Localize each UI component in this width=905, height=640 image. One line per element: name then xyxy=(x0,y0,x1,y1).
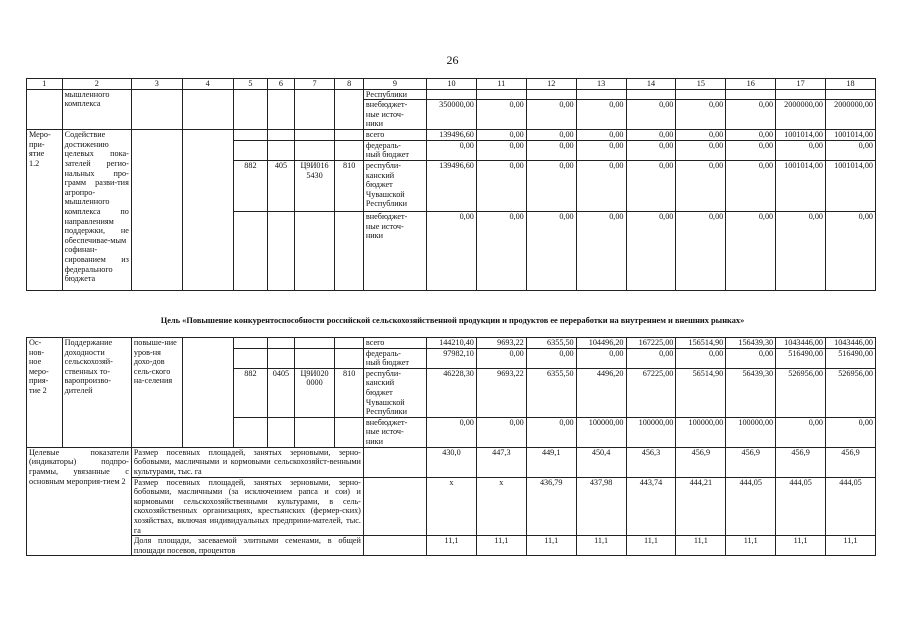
value-cell: 1001014,00 xyxy=(776,160,826,211)
value-cell: 0,00 xyxy=(626,130,676,141)
target-name: Размер посевных площадей, занятых зерновыми, зерно-бобовыми, масличными (за исключением рапса и сои) и кормовыми сельскохозяйственными культурами, в сель-скохозяйственных организациях, крестьянских (фермер-ских) хозяйствах, включая индивидуальных предприни-мателей, тыс. га xyxy=(131,477,363,536)
column-header-6: 6 xyxy=(268,79,294,90)
value-cell: 0,00 xyxy=(476,130,526,141)
column-header-12: 12 xyxy=(526,79,576,90)
value-cell: 0,00 xyxy=(626,211,676,290)
value-cell: 0,00 xyxy=(476,100,526,130)
value-cell: 46228,30 xyxy=(427,368,477,417)
value-cell: 104496,20 xyxy=(576,338,626,349)
code-section: 0405 xyxy=(268,368,294,417)
value-cell: 156439,30 xyxy=(726,338,776,349)
value-cell: 11,1 xyxy=(726,536,776,556)
source-cell: всего xyxy=(363,130,426,141)
targets-label: Целевые показатели (индикаторы) подпро-граммы, увязанные с основным мероприя-тием 2 xyxy=(27,447,132,556)
value-cell: 516490,00 xyxy=(776,348,826,368)
code-target: Ц9И020 0000 xyxy=(294,368,335,417)
value-cell: 100000,00 xyxy=(626,417,676,447)
page-number: 26 xyxy=(446,53,459,67)
value-cell: 0,00 xyxy=(476,348,526,368)
value-cell: 0,00 xyxy=(726,348,776,368)
event-name: Содействие достижению целевых пока-зателей регио-нальных про-грамм разви-тия агропро-мышленного комплекса по направлениям поддержки, не обеспечивае-мым софинан-сированием из федерального бюджета xyxy=(62,130,131,291)
value-cell: 0,00 xyxy=(626,100,676,130)
value-cell: 0,00 xyxy=(476,140,526,160)
value-cell: 6355,50 xyxy=(526,338,576,349)
source-cell: республи- канский бюджет Чувашской Республики xyxy=(363,368,426,417)
value-cell: 0,00 xyxy=(726,130,776,141)
column-header-8: 8 xyxy=(335,79,364,90)
value-cell: 0,00 xyxy=(526,160,576,211)
value-cell: 0,00 xyxy=(676,140,726,160)
code-expense: 810 xyxy=(335,368,364,417)
column-header-13: 13 xyxy=(576,79,626,90)
value-cell: 0,00 xyxy=(526,211,576,290)
value-cell: 443,74 xyxy=(626,477,676,536)
value-cell: 156514,90 xyxy=(676,338,726,349)
target-name: Доля площади, засеваемой элитными семенами, в общей площади посевов, процентов xyxy=(131,536,363,556)
value-cell: 0,00 xyxy=(626,160,676,211)
value-cell: 0,00 xyxy=(526,130,576,141)
value-cell: 0,00 xyxy=(826,140,876,160)
event-label: Меро- при- ятие 1.2 xyxy=(27,130,63,291)
value-cell: 0,00 xyxy=(427,211,477,290)
source-cell: Республики xyxy=(363,89,426,100)
value-cell: 1043446,00 xyxy=(776,338,826,349)
value-cell: 0,00 xyxy=(676,348,726,368)
value-cell: 1001014,00 xyxy=(826,130,876,141)
source-cell: внебюджет- ные источ- ники xyxy=(363,100,426,130)
value-cell: 430,0 xyxy=(427,447,477,477)
value-cell: 167225,00 xyxy=(626,338,676,349)
value-cell: 0,00 xyxy=(726,160,776,211)
source-cell: республи- канский бюджет Чувашской Республики xyxy=(363,160,426,211)
column-header-9: 9 xyxy=(363,79,426,90)
value-cell: 0,00 xyxy=(776,417,826,447)
value-cell: 0,00 xyxy=(576,140,626,160)
continued-name: мышленного комплекса xyxy=(62,89,131,130)
indicator-text: повыше-ние уров-ня дохо-дов сель-ского на-селения xyxy=(131,338,182,448)
column-header-3: 3 xyxy=(131,79,182,90)
column-header-5: 5 xyxy=(233,79,268,90)
value-cell: 1001014,00 xyxy=(776,130,826,141)
value-cell: 2000000,00 xyxy=(826,100,876,130)
event-label: Ос- нов- ное меро- прия- тие 2 xyxy=(27,338,63,448)
code-gov: 882 xyxy=(233,368,268,417)
value-cell: 456,3 xyxy=(626,447,676,477)
value-cell: 0,00 xyxy=(626,140,676,160)
value-cell: 516490,00 xyxy=(826,348,876,368)
goal-title: Цель «Повышение конкурентоспособности российской сельскохозяйственной продукции и продуктов ее переработки на внутреннем и внешних рынках» xyxy=(160,316,745,325)
value-cell: 0,00 xyxy=(576,211,626,290)
value-cell: 100000,00 xyxy=(576,417,626,447)
source-cell: всего xyxy=(363,338,426,349)
column-header-2: 2 xyxy=(62,79,131,90)
value-cell: x xyxy=(476,477,526,536)
value-cell: 100000,00 xyxy=(726,417,776,447)
value-cell: 444,21 xyxy=(676,477,726,536)
value-cell: 0,00 xyxy=(526,140,576,160)
value-cell: 0,00 xyxy=(676,160,726,211)
value-cell: 11,1 xyxy=(427,536,477,556)
source-cell: федераль- ный бюджет xyxy=(363,140,426,160)
value-cell: 0,00 xyxy=(526,100,576,130)
bottom-table xyxy=(26,337,876,556)
value-cell: 350000,00 xyxy=(427,100,477,130)
code-target: Ц9И016 5430 xyxy=(294,160,335,211)
value-cell: 97982,10 xyxy=(427,348,477,368)
value-cell: 0,00 xyxy=(576,348,626,368)
value-cell: 0,00 xyxy=(576,100,626,130)
value-cell: 0,00 xyxy=(427,417,477,447)
value-cell: 0,00 xyxy=(676,211,726,290)
value-cell: 444,05 xyxy=(826,477,876,536)
column-header-17: 17 xyxy=(776,79,826,90)
value-cell: 6355,50 xyxy=(526,368,576,417)
value-cell: 11,1 xyxy=(526,536,576,556)
code-section: 405 xyxy=(268,160,294,211)
value-cell: 4496,20 xyxy=(576,368,626,417)
code-gov: 882 xyxy=(233,160,268,211)
value-cell: 139496,60 xyxy=(427,160,477,211)
value-cell: 100000,00 xyxy=(676,417,726,447)
value-cell: 0,00 xyxy=(526,417,576,447)
value-cell: 447,3 xyxy=(476,447,526,477)
column-header-14: 14 xyxy=(626,79,676,90)
column-header-10: 10 xyxy=(427,79,477,90)
code-expense: 810 xyxy=(335,160,364,211)
target-name: Размер посевных площадей, занятых зерновыми, зерно-бобовыми, масличными и кормовыми сельскохозяйст-венными культурами, тыс. га xyxy=(131,447,363,477)
value-cell: 526956,00 xyxy=(826,368,876,417)
value-cell: 450,4 xyxy=(576,447,626,477)
value-cell: 436,79 xyxy=(526,477,576,536)
value-cell: 456,9 xyxy=(726,447,776,477)
value-cell: 0,00 xyxy=(526,348,576,368)
value-cell: 0,00 xyxy=(676,130,726,141)
value-cell: 0,00 xyxy=(776,211,826,290)
value-cell: 56439,30 xyxy=(726,368,776,417)
value-cell: 0,00 xyxy=(726,211,776,290)
column-header-16: 16 xyxy=(726,79,776,90)
value-cell: 0,00 xyxy=(826,211,876,290)
column-header-7: 7 xyxy=(294,79,335,90)
value-cell: 0,00 xyxy=(427,140,477,160)
value-cell: 456,9 xyxy=(676,447,726,477)
value-cell: 0,00 xyxy=(576,130,626,141)
value-cell: 11,1 xyxy=(626,536,676,556)
value-cell: 2000000,00 xyxy=(776,100,826,130)
value-cell: 0,00 xyxy=(726,100,776,130)
value-cell: 11,1 xyxy=(776,536,826,556)
value-cell: 11,1 xyxy=(576,536,626,556)
column-header-1: 1 xyxy=(27,79,63,90)
value-cell: 56514,90 xyxy=(676,368,726,417)
value-cell: 449,1 xyxy=(526,447,576,477)
value-cell: 1001014,00 xyxy=(826,160,876,211)
value-cell: 456,9 xyxy=(826,447,876,477)
value-cell: 11,1 xyxy=(826,536,876,556)
event-name: Поддержание доходности сельскохозяй-ственных то-варопроизво-дителей xyxy=(62,338,131,448)
value-cell: 526956,00 xyxy=(776,368,826,417)
value-cell: 9693,22 xyxy=(476,368,526,417)
value-cell: 444,05 xyxy=(726,477,776,536)
value-cell: 0,00 xyxy=(576,160,626,211)
value-cell: 0,00 xyxy=(476,211,526,290)
value-cell: 437,98 xyxy=(576,477,626,536)
source-cell: внебюджет- ные источ- ники xyxy=(363,211,426,290)
value-cell: 0,00 xyxy=(726,140,776,160)
value-cell: 0,00 xyxy=(476,160,526,211)
column-header-18: 18 xyxy=(826,79,876,90)
value-cell: 1043446,00 xyxy=(826,338,876,349)
column-header-15: 15 xyxy=(676,79,726,90)
column-header-4: 4 xyxy=(182,79,233,90)
value-cell: x xyxy=(427,477,477,536)
column-header-row xyxy=(27,79,876,90)
value-cell: 144210,40 xyxy=(427,338,477,349)
value-cell: 11,1 xyxy=(476,536,526,556)
value-cell: 139496,60 xyxy=(427,130,477,141)
value-cell: 67225,00 xyxy=(626,368,676,417)
value-cell: 0,00 xyxy=(676,100,726,130)
source-cell: федераль- ный бюджет xyxy=(363,348,426,368)
value-cell: 9693,22 xyxy=(476,338,526,349)
top-table xyxy=(26,78,876,291)
value-cell: 0,00 xyxy=(626,348,676,368)
value-cell: 444,05 xyxy=(776,477,826,536)
value-cell: 0,00 xyxy=(476,417,526,447)
column-header-11: 11 xyxy=(476,79,526,90)
value-cell: 11,1 xyxy=(676,536,726,556)
value-cell: 0,00 xyxy=(826,417,876,447)
source-cell: внебюджет- ные источ- ники xyxy=(363,417,426,447)
value-cell: 456,9 xyxy=(776,447,826,477)
value-cell: 0,00 xyxy=(776,140,826,160)
